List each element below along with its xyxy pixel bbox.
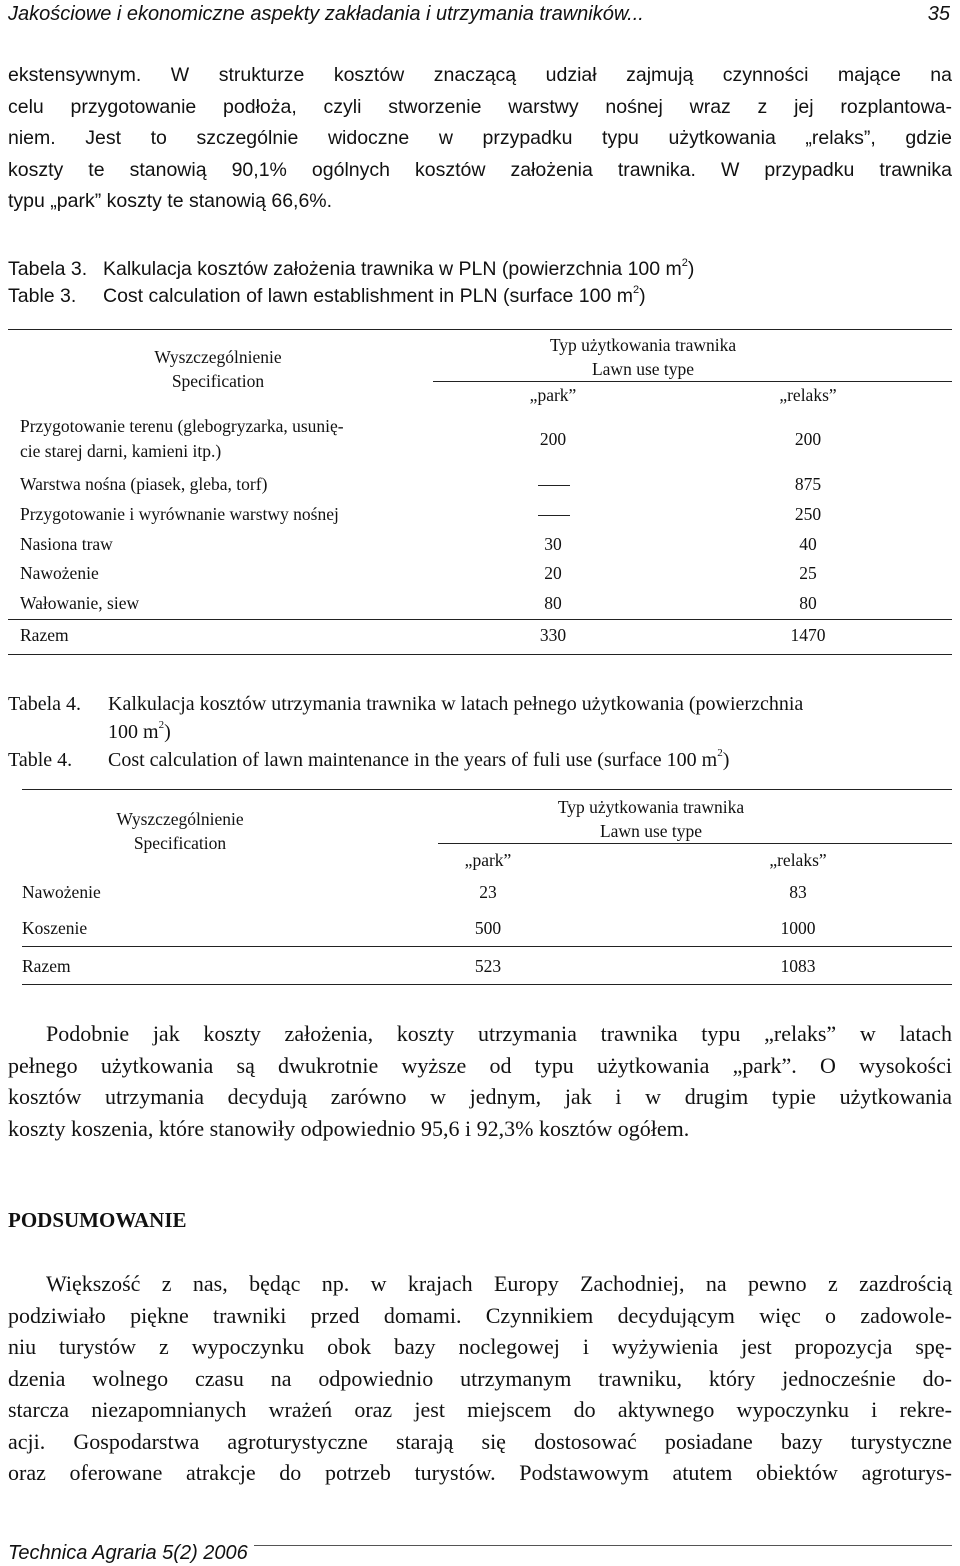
header-title: Jakościowe i ekonomiczne aspekty zakładania i utrzymania trawników...: [8, 3, 644, 25]
cell-relaks: 200: [794, 429, 822, 449]
total-relaks: 1083: [780, 956, 816, 976]
cell-relaks: 83: [789, 882, 807, 902]
caption-text: Kalkulacja kosztów założenia trawnika w PLN (powierzchnia 100 $m^2$): [103, 256, 695, 280]
spec-pl-header: Wyszczególnienie: [116, 809, 244, 829]
row-label: Nawożenie: [20, 563, 99, 583]
text-line: starcza niezapomnianych wrażeń oraz jest miejscem do aktywnego wypoczynku i rekre-: [8, 1397, 952, 1422]
table-bottom-rule: [22, 984, 952, 985]
total-rule: [22, 946, 952, 947]
spec-pl-header: Wyszczególnienie: [154, 347, 282, 367]
table-4: [8, 785, 952, 985]
total-park: 330: [539, 625, 567, 645]
col-park-header: „park”: [529, 385, 577, 405]
type-pl-header: Typ użytkowania trawnika: [549, 335, 737, 355]
text-line: koszty te stanowią 90,1% ogólnych kosztów założenia trawnika. W przypadku trawnika: [8, 158, 952, 181]
paragraph-2: [8, 1018, 952, 1144]
cell-park: 80: [544, 593, 562, 613]
caption-text-en: Cost calculation of lawn maintenance in the years of fuli use (surface 100 $m^2$): [108, 747, 730, 771]
page-number: 35: [927, 3, 950, 25]
journal-footer: Technica Agraria 5(2) 2006: [8, 1540, 254, 1566]
total-label: Razem: [22, 956, 71, 976]
cell-park: 20: [544, 563, 562, 583]
text-line: Większość z nas, będąc np. w krajach Europy Zachodniej, na pewno z zazdrością: [46, 1271, 952, 1296]
text-line: oraz oferowane atrakcje do potrzeb turystów. Podstawowym atutem obiektów agroturys-: [8, 1460, 952, 1485]
col-park-header: „park”: [464, 850, 512, 870]
text-line: pełnego użytkowania są dwukrotnie wyższe od typu użytkowania „park”. O wysokości: [8, 1052, 952, 1078]
cell-relaks: 250: [794, 504, 822, 524]
row-label: Koszenie: [22, 918, 88, 938]
table-3: [8, 325, 952, 665]
text-line: podziwiało piękne trawniki przed domami. Czynnikiem decydującym więc o zadowole-: [8, 1302, 952, 1328]
col-relaks-header: „relaks”: [779, 385, 837, 405]
cell-relaks: 80: [799, 593, 817, 613]
cell-relaks: 25: [799, 563, 817, 583]
type-en-header: Lawn use type: [591, 359, 695, 379]
total-rule: [8, 619, 952, 620]
caption-text: Kalkulacja kosztów utrzymania trawnika w latach pełnego użytkowania (powierzchnia: [108, 693, 804, 715]
row-label: Przygotowanie terenu (glebogryzarka, usunię-: [20, 416, 344, 436]
text-line: typu „park” koszty te stanowią 66,6%.: [8, 190, 333, 212]
row-label: Przygotowanie i wyrównanie warstwy nośnej: [20, 504, 339, 524]
row-label: Wałowanie, siew: [20, 593, 140, 613]
text-line: niem. Jest to szczególnie widoczne w przypadku typu użytkowania „relaks”, gdzie: [8, 127, 952, 149]
text-line: celu przygotowanie podłoża, czyli stworzenie warstwy nośnej wraz z jej rozplantowa-: [8, 95, 952, 118]
cell-relaks: 40: [799, 534, 817, 554]
cell-relaks: 875: [794, 474, 822, 494]
spec-en-header: Specification: [133, 833, 227, 853]
text-line: niu turystów z wypoczynku obok bazy noclegowej i wyżywienia jest propozycja spę-: [8, 1334, 952, 1359]
text-line: kosztów utrzymania decydują zarówno w jednym, jak i w drugim typie użytkowania: [8, 1084, 952, 1109]
caption-text-cont: 100 $m^2$): [108, 719, 171, 743]
section-heading: PODSUMOWANIE: [8, 1208, 187, 1232]
cell-park: 30: [544, 534, 562, 554]
total-relaks: 1470: [790, 625, 826, 645]
text-line: acji. Gospodarstwa agroturystyczne starają się dostosować posiadane bazy turystyczne: [8, 1428, 952, 1454]
cell-relaks: 1000: [780, 918, 816, 938]
total-park: 523: [474, 956, 502, 976]
type-en-header: Lawn use type: [599, 821, 703, 841]
text-line: koszty koszenia, które stanowiły odpowiednio 95,6 i 92,3% kosztów ogółem.: [8, 1115, 690, 1141]
caption-label: Tabela 4.: [8, 693, 82, 715]
table-top-rule: [8, 329, 952, 330]
header-mid-rule: [433, 381, 952, 382]
col-relaks-header: „relaks”: [769, 850, 827, 870]
caption-label: Tabela 3.: [8, 258, 88, 280]
table-4-caption: [8, 690, 952, 774]
caption-label-en: Table 4.: [8, 749, 73, 771]
paragraph-1: [8, 60, 952, 218]
cell-park: 23: [479, 882, 497, 902]
table-top-rule: [22, 789, 952, 790]
text-line: ekstensywnym. W strukturze kosztów znaczącą udział zajmują czynności mające na: [8, 64, 952, 86]
total-label: Razem: [20, 625, 69, 645]
spec-en-header: Specification: [171, 371, 265, 391]
running-header: [8, 0, 952, 32]
table-bottom-rule: [8, 654, 952, 655]
row-label-cont: cie starej darni, kamieni itp.): [20, 441, 222, 461]
header-mid-rule: [438, 843, 952, 844]
cell-park: 200: [539, 429, 567, 449]
table-3-caption: [8, 256, 952, 310]
type-pl-header: Typ użytkowania trawnika: [557, 797, 745, 817]
text-line: Podobnie jak koszty założenia, koszty utrzymania trawnika typu „relaks” w latach: [46, 1021, 952, 1046]
row-label: Nawożenie: [22, 882, 101, 902]
paragraph-3: [8, 1268, 952, 1489]
row-label: Warstwa nośna (piasek, gleba, torf): [20, 474, 268, 494]
cell-park-dash: [538, 515, 570, 516]
text-line: dzenia wolnego czasu na odpowiednio utrzymanym trawniku, który jednocześnie do-: [8, 1365, 952, 1391]
cell-park-dash: [538, 485, 570, 486]
row-label: Nasiona traw: [20, 534, 113, 554]
caption-text-en: Cost calculation of lawn establishment in PLN (surface 100 $m^2$): [103, 283, 646, 307]
caption-label-en: Table 3.: [8, 285, 77, 307]
cell-park: 500: [474, 918, 502, 938]
